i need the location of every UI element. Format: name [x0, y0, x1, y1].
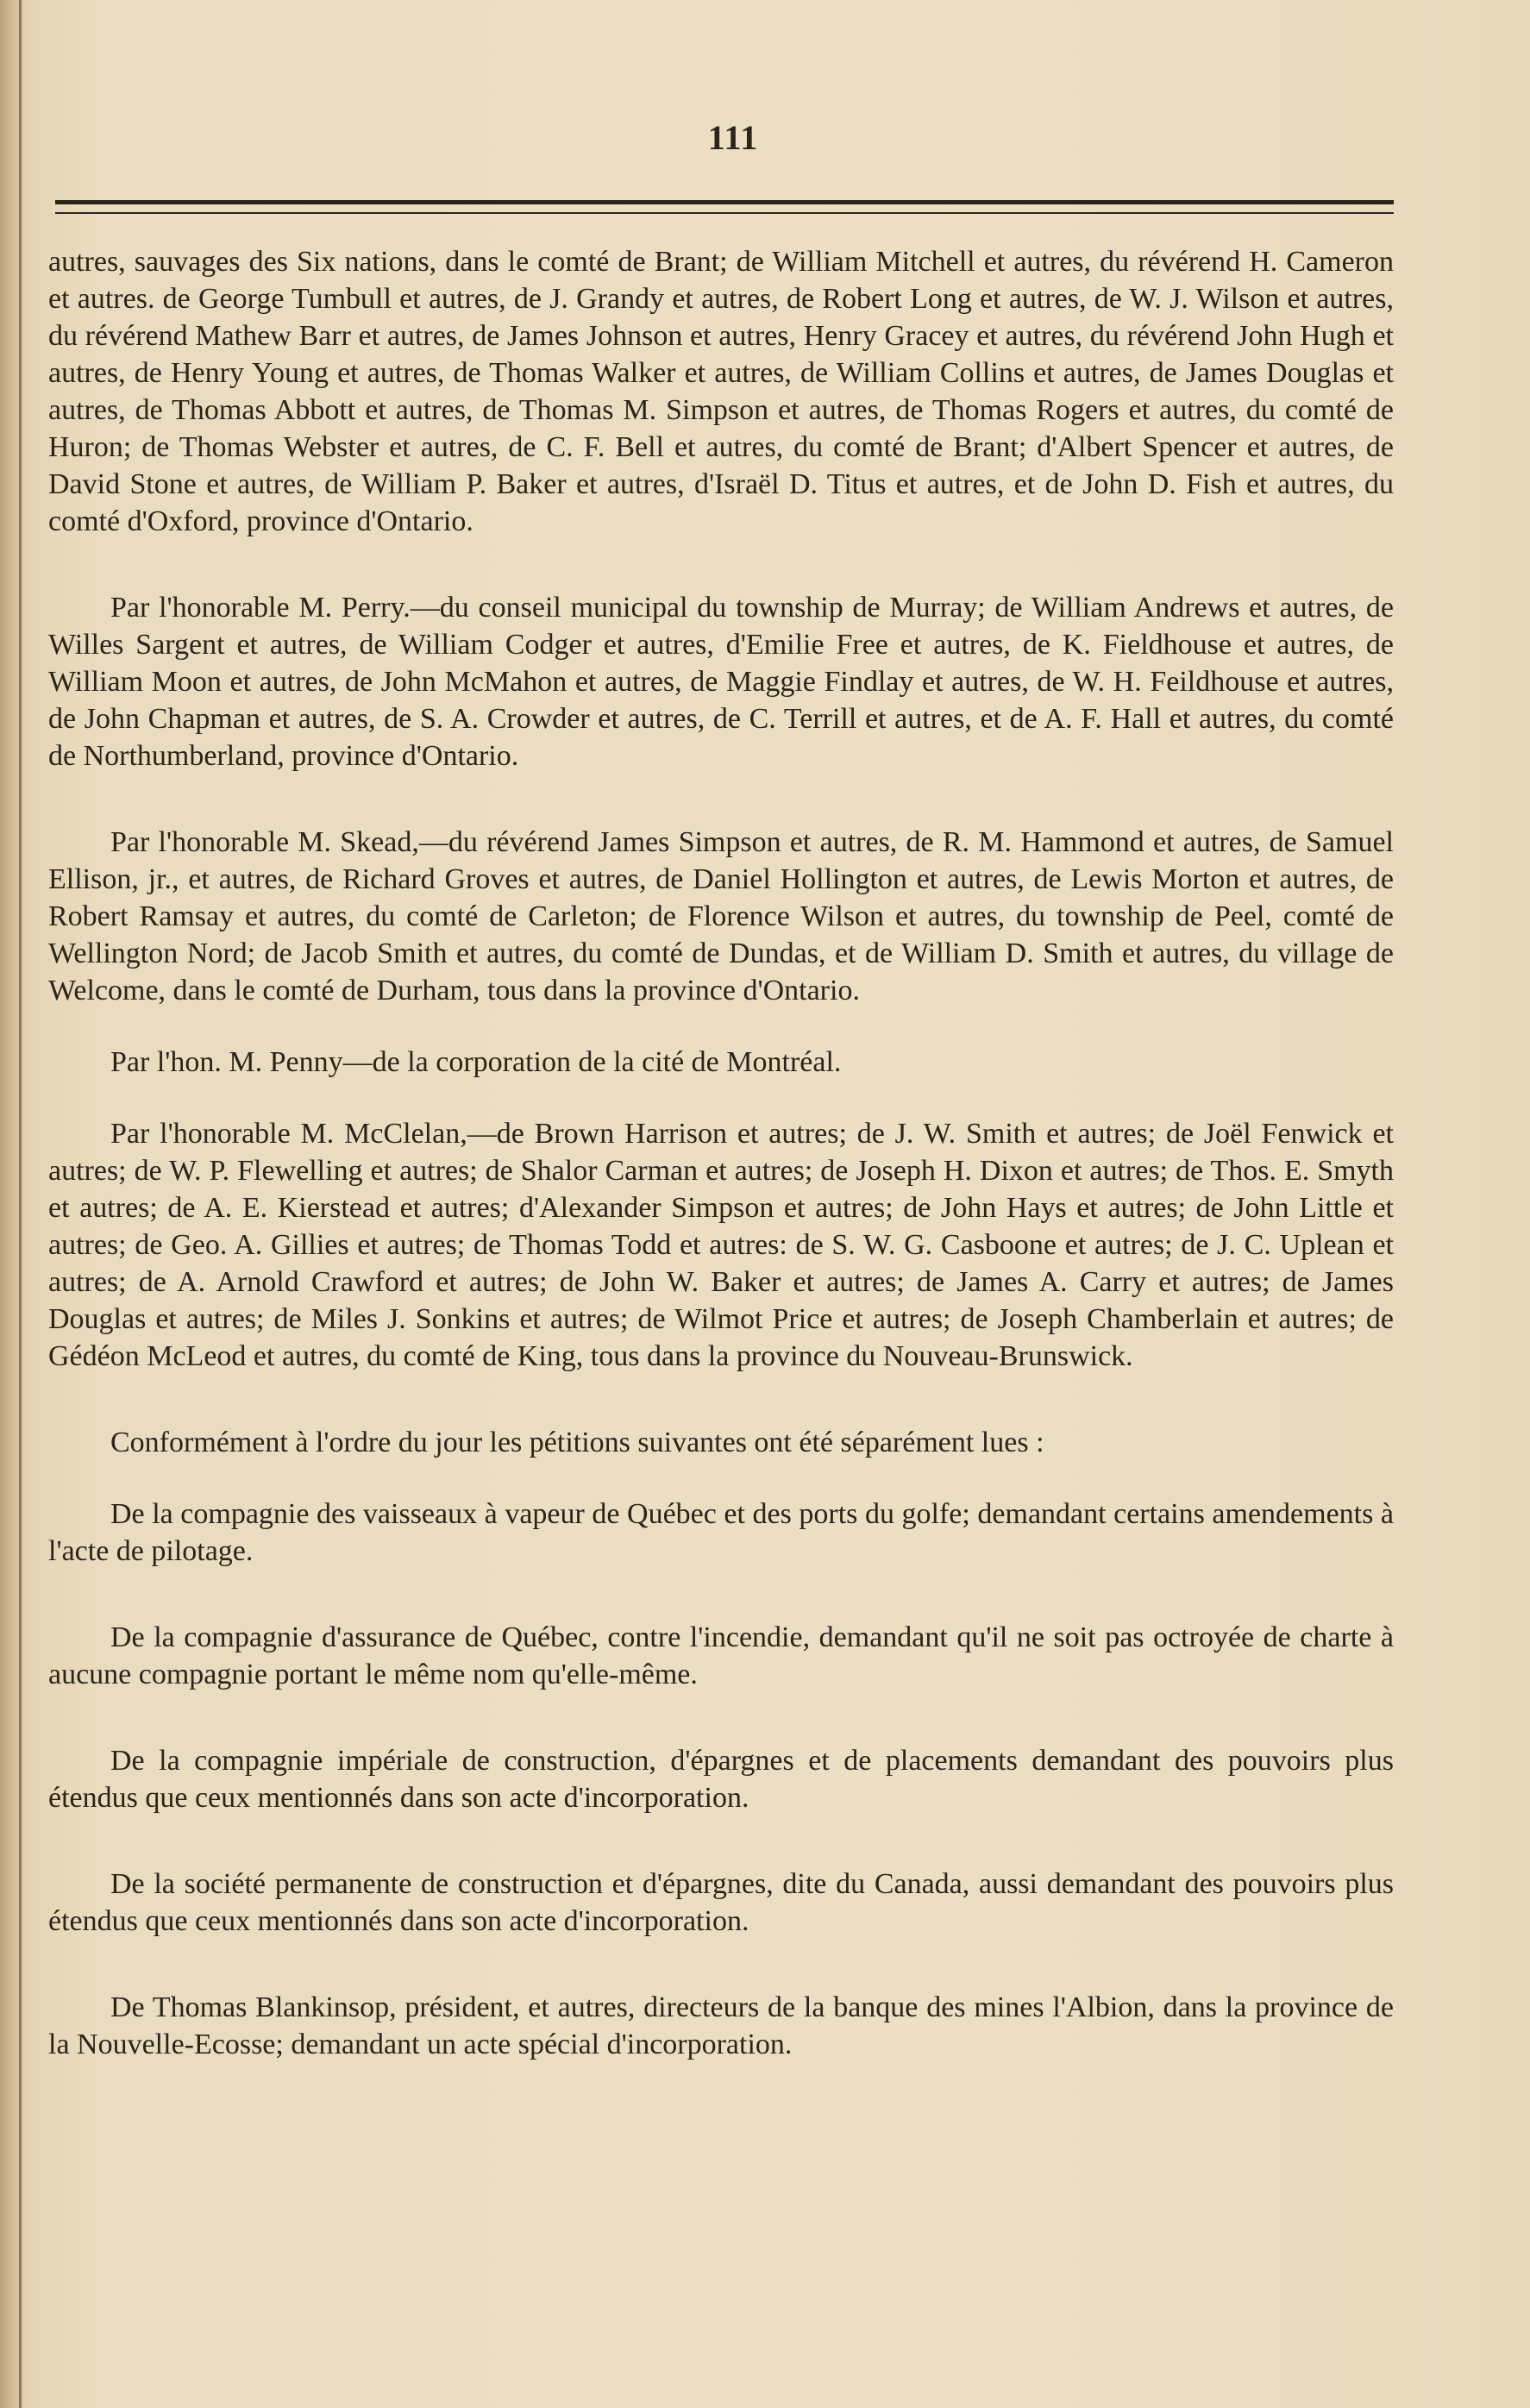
page-body: [48, 243, 1394, 2063]
petition-imperial-building-company: De la compagnie impériale de construction, d'épargnes et de placements demandant des pouvoirs plus étendus que ceux mentionnés dans son acte d'incorporation.: [48, 1745, 1394, 1814]
skead-petitions-paragraph: Par l'honorable M. Skead,—du révérend James Simpson et autres, de R. M. Hammond et autres, de Samuel Ellison, jr., et autres, de Richard Groves et autres, de Daniel Hollington et autres, de Lewis Morton et autres, de Robert Ramsay et autres, du comté de Carleton; de Florence Wilson et autres, du township de Peel, comté de Wellington Nord; de Jacob Smith et autres, du comté de Dundas, et de William D. Smith et autres, du village de Welcome, dans le comté de Durham, tous dans la province d'Ontario.: [48, 826, 1394, 1006]
penny-petition-paragraph: Par l'hon. M. Penny—de la corporation de la cité de Montréal.: [110, 1046, 842, 1078]
header-rule-thick: [55, 200, 1394, 204]
order-of-day-paragraph: Conformément à l'ordre du jour les pétitions suivantes ont été séparément lues :: [110, 1427, 1044, 1458]
header-rule-thin: [55, 212, 1394, 214]
page-number: 111: [707, 118, 759, 157]
petition-insurance-company: De la compagnie d'assurance de Québec, contre l'incendie, demandant qu'il ne soit pas octroyée de charte à aucune compagnie portant le même nom qu'elle-même.: [48, 1621, 1394, 1690]
petition-albion-mines-bank: De Thomas Blankinsop, président, et autres, directeurs de la banque des mines l'Albion, dans la province de la Nouvelle-Ecosse; demandant un acte spécial d'incorporation.: [48, 1991, 1394, 2060]
petition-canada-building-society: De la société permanente de construction et d'épargnes, dite du Canada, aussi demandant des pouvoirs plus étendus que ceux mentionnés dans son acte d'incorporation.: [48, 1868, 1394, 1937]
binding-edge: [19, 0, 22, 2408]
mcclelan-petitions-paragraph: Par l'honorable M. McClelan,—de Brown Harrison et autres; de J. W. Smith et autres; de Joël Fenwick et autres; de W. P. Flewelling et autres; de Shalor Carman et autres; de Joseph H. Dixon et autres; de Thos. E. Smyth et autres; de A. E. Kierstead et autres; d'Alexander Simpson et autres; de John Hays et autres; de John Little et autres; de Geo. A. Gillies et autres; de Thomas Todd et autres: de S. W. G. Casboone et autres; de J. C. Uplean et autres; de A. Arnold Crawford et autres; de John W. Baker et autres; de James A. Carry et autres; de James Douglas et autres; de Miles J. Sonkins et autres; de Wilmot Price et autres; de Joseph Chamberlain et autres; de Gédéon McLeod et autres, du comté de King, tous dans la province du Nouveau-Brunswick.: [48, 1118, 1394, 1372]
petitions-continued-paragraph: autres, sauvages des Six nations, dans le comté de Brant; de William Mitchell et autres, du révérend H. Cameron et autres. de George Tumbull et autres, de J. Grandy et autres, de Robert Long et autres, de W. J. Wilson et autres, du révérend Mathew Barr et autres, de James Johnson et autres, Henry Gracey et autres, du révérend John Hugh et autres, de Henry Young et autres, de Thomas Walker et autres, de William Collins et autres, de James Douglas et autres, de Thomas Abbott et autres, de Thomas M. Simpson et autres, de Thomas Rogers et autres, du comté de Huron; de Thomas Webster et autres, de C. F. Bell et autres, du comté de Brant; d'Albert Spencer et autres, de David Stone et autres, de William P. Baker et autres, d'Israël D. Titus et autres, et de John D. Fish et autres, du comté d'Oxford, province d'Ontario.: [48, 246, 1394, 537]
petition-steamship-company: De la compagnie des vaisseaux à vapeur de Québec et des ports du golfe; demandant certains amendements à l'acte de pilotage.: [48, 1498, 1394, 1567]
perry-petitions-paragraph: Par l'honorable M. Perry.—du conseil municipal du township de Murray; de William Andrews et autres, de Willes Sargent et autres, de William Codger et autres, d'Emilie Free et autres, de K. Fieldhouse et autres, de William Moon et autres, de John McMahon et autres, de Maggie Findlay et autres, de W. H. Feildhouse et autres, de John Chapman et autres, de S. A. Crowder et autres, de C. Terrill et autres, et de A. F. Hall et autres, du comté de Northumberland, province d'Ontario.: [48, 592, 1394, 772]
